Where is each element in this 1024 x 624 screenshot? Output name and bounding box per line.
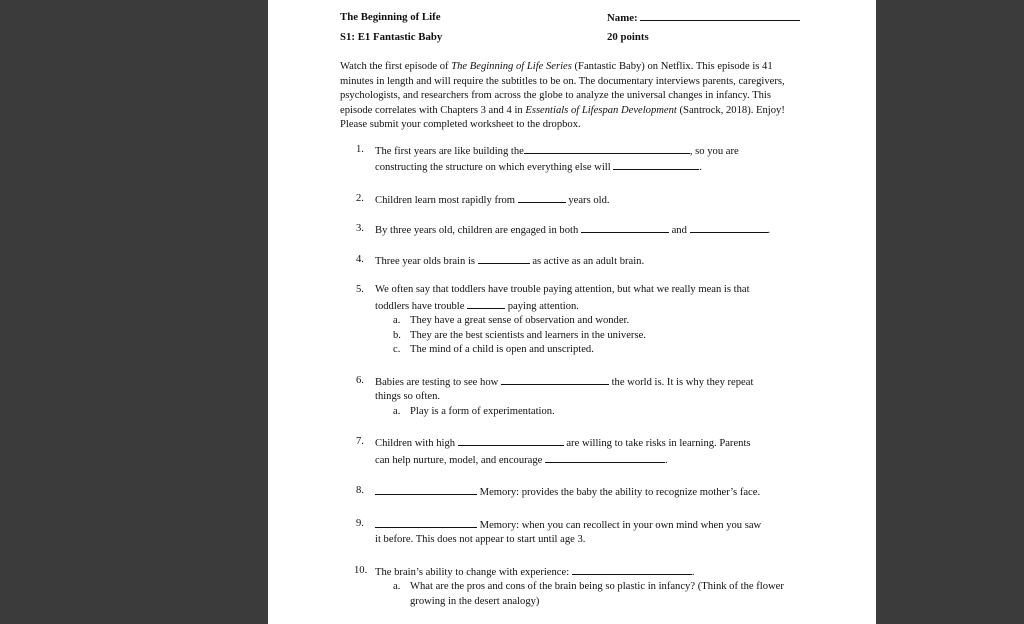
question-1: 1. The first years are like building the , so you are constructing the structure on which everything else will .	[356, 143, 739, 173]
question-7: 7. Children with high are willing to take risks in learning. Parents can help nurture, model, and encourage .	[356, 436, 751, 466]
question-9: 9. Memory: when you can recollect in your own mind when you saw it before. This does not appear to start until age 3.	[356, 517, 762, 545]
question-10-sub-a: a. What are the pros and cons of the brain being so plastic in infancy? (Think of the flower growing in the desert analogy)	[393, 581, 784, 607]
points-label: 20 points	[607, 31, 649, 43]
question-6: 6. Babies are testing to see how the world is. It is why they repeat things so often.	[356, 374, 754, 402]
viewer-right-gutter	[876, 0, 1024, 624]
question-4: 4. Three year olds brain is as active as an adult brain.	[356, 253, 645, 267]
question-3: 3. By three years old, children are engaged in both and .	[356, 223, 771, 236]
viewer-left-gutter	[0, 0, 268, 624]
answer-blank	[613, 159, 699, 170]
answer-blank	[572, 564, 692, 575]
answer-blank	[501, 374, 609, 385]
header-row-2	[340, 30, 802, 50]
question-2: 2. Children learn most rapidly from years old.	[356, 192, 610, 206]
worksheet-title: The Beginning of Life	[340, 11, 441, 23]
question-8: 8. Memory: provides the baby the ability to recognize mother’s face.	[356, 485, 761, 498]
name-blank	[640, 10, 800, 21]
answer-blank	[581, 222, 669, 233]
answer-blank	[478, 253, 530, 264]
answer-blank	[690, 222, 768, 233]
answer-blank	[458, 435, 564, 446]
answer-blank	[467, 298, 505, 309]
header-row-1	[340, 10, 802, 30]
question-5: 5. We often say that toddlers have trouble paying attention, but what we really mean is that toddlers have trouble paying attention.	[356, 284, 750, 312]
question-5-sub-c: c. The mind of a child is open and unscripted.	[393, 344, 594, 355]
series-title: The Beginning of Life Series	[451, 61, 572, 72]
question-5-sub-b: b. They are the best scientists and learners in the universe.	[393, 329, 646, 341]
worksheet-content	[340, 10, 802, 609]
name-label: Name:	[607, 12, 638, 24]
intro-paragraph: Watch the first episode of The Beginning of Life Series (Fantastic Baby) on Netflix. This episode is 41 minutes in length and will require the subtitles to be on. The documentary interviews parents, caregivers, psychologists, and researchers from across the globe to analyze the universal changes in infancy. This episode correlates with Chapters 3 and 4 in Essentials of Lifespan Development (Santrock, 2018). Enjoy! Please submit your completed worksheet to the dropbox.	[340, 61, 785, 130]
answer-blank	[375, 484, 477, 495]
name-field	[607, 10, 802, 30]
book-title: Essentials of Lifespan Development	[525, 104, 677, 116]
answer-blank	[545, 452, 665, 463]
question-5-sub-a: a. They have a great sense of observation and wonder.	[393, 315, 630, 326]
question-10: 10. The brain’s ability to change with experience: .	[354, 564, 695, 578]
answer-blank	[375, 517, 477, 528]
answer-blank	[524, 143, 690, 154]
episode-subtitle: S1: E1 Fantastic Baby	[340, 31, 443, 43]
document-page	[268, 0, 876, 624]
answer-blank	[518, 192, 566, 203]
question-6-sub-a: a. Play is a form of experimentation.	[393, 405, 555, 417]
